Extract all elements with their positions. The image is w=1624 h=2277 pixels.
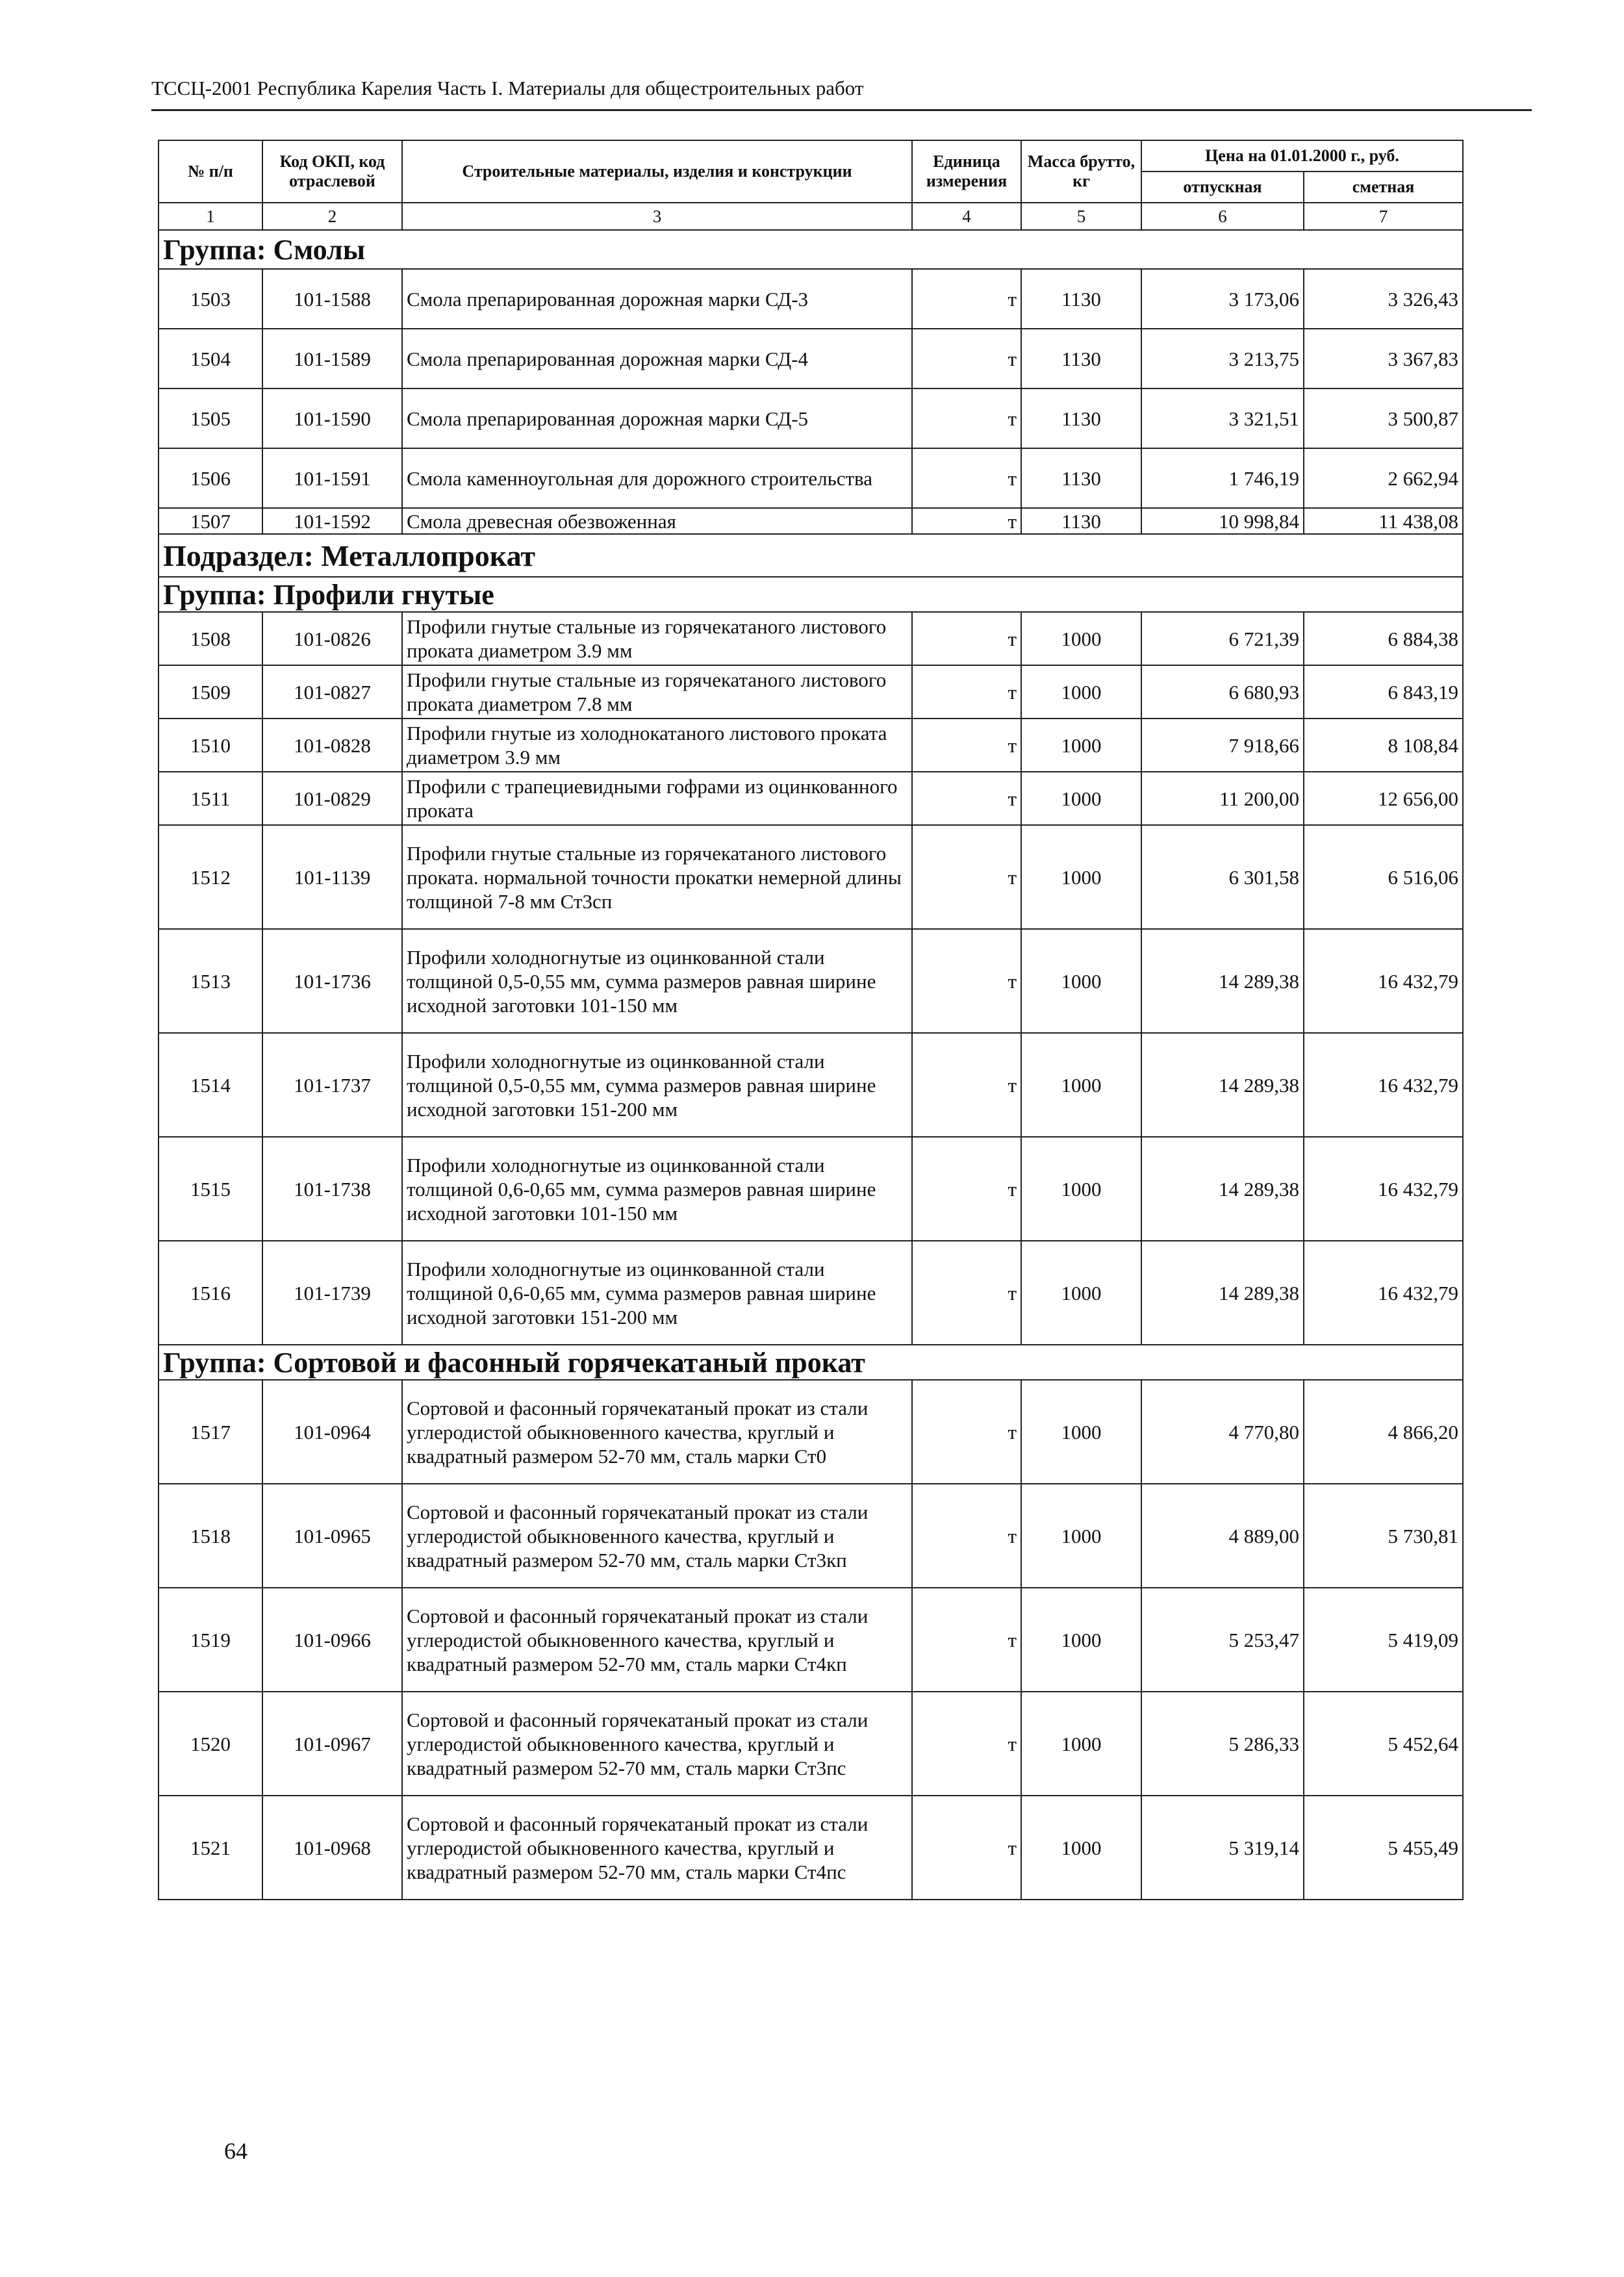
row-price-estimate: 5 730,81 — [1304, 1484, 1463, 1588]
row-code: 101-0829 — [262, 772, 402, 825]
row-code: 101-1737 — [262, 1033, 402, 1137]
col-number: 7 — [1304, 203, 1463, 230]
row-number: 1518 — [159, 1484, 262, 1588]
row-number: 1509 — [159, 665, 262, 719]
row-name: Профили гнутые стальные из горячекатаного листового проката. нормальной точности прокатки немерной длины толщиной 7-8 мм Ст3сп — [402, 825, 912, 929]
row-price-estimate: 5 419,09 — [1304, 1588, 1463, 1692]
row-mass: 1130 — [1021, 269, 1141, 329]
row-price-release: 5 253,47 — [1141, 1588, 1304, 1692]
table-row — [159, 388, 1463, 448]
col-number: 6 — [1141, 203, 1304, 230]
table-row — [159, 1380, 1463, 1484]
row-name: Профили холодногнутые из оцинкованной стали толщиной 0,5-0,55 мм, сумма размеров равная ширине исходной заготовки 101-150 мм — [402, 929, 912, 1033]
row-name: Сортовой и фасонный горячекатаный прокат из стали углеродистой обыкновенного качества, круглый и квадратный размером 52-70 мм, сталь марки Ст3кп — [402, 1484, 912, 1588]
col-header-name: Строительные материалы, изделия и конструкции — [402, 140, 912, 203]
row-number: 1514 — [159, 1033, 262, 1137]
col-number: 5 — [1021, 203, 1141, 230]
row-price-release: 6 721,39 — [1141, 612, 1304, 665]
row-mass: 1000 — [1021, 1241, 1141, 1345]
section-heading: Группа: Сортовой и фасонный горячекатаный прокат — [159, 1345, 1463, 1380]
row-unit: т — [912, 448, 1021, 508]
row-price-estimate: 6 843,19 — [1304, 665, 1463, 719]
row-code: 101-1588 — [262, 269, 402, 329]
row-code: 101-1739 — [262, 1241, 402, 1345]
row-unit: т — [912, 665, 1021, 719]
col-number: 4 — [912, 203, 1021, 230]
table-row — [159, 508, 1463, 534]
table-row — [159, 1588, 1463, 1692]
row-code: 101-0964 — [262, 1380, 402, 1484]
row-price-release: 3 213,75 — [1141, 329, 1304, 388]
row-unit: т — [912, 719, 1021, 772]
document-header: ТССЦ-2001 Республика Карелия Часть I. Материалы для общестроительных работ — [151, 77, 864, 99]
row-unit: т — [912, 388, 1021, 448]
table-row — [159, 825, 1463, 929]
col-header-unit: Единица измерения — [912, 140, 1021, 203]
row-number: 1520 — [159, 1692, 262, 1796]
row-code: 101-1139 — [262, 825, 402, 929]
col-number: 1 — [159, 203, 262, 230]
row-mass: 1130 — [1021, 329, 1141, 388]
row-price-release: 14 289,38 — [1141, 1137, 1304, 1241]
row-code: 101-0828 — [262, 719, 402, 772]
row-price-estimate: 6 516,06 — [1304, 825, 1463, 929]
col-number: 2 — [262, 203, 402, 230]
row-price-release: 4 889,00 — [1141, 1484, 1304, 1588]
row-price-estimate: 11 438,08 — [1304, 508, 1463, 534]
row-unit: т — [912, 1241, 1021, 1345]
row-name: Смола древесная обезвоженная — [402, 508, 912, 534]
row-price-release: 11 200,00 — [1141, 772, 1304, 825]
row-mass: 1000 — [1021, 772, 1141, 825]
row-price-estimate: 3 367,83 — [1304, 329, 1463, 388]
section-heading-row — [159, 230, 1463, 269]
row-code: 101-1591 — [262, 448, 402, 508]
row-number: 1507 — [159, 508, 262, 534]
row-unit: т — [912, 508, 1021, 534]
row-price-release: 6 680,93 — [1141, 665, 1304, 719]
row-price-estimate: 6 884,38 — [1304, 612, 1463, 665]
row-mass: 1000 — [1021, 929, 1141, 1033]
row-name: Сортовой и фасонный горячекатаный прокат из стали углеродистой обыкновенного качества, круглый и квадратный размером 52-70 мм, сталь марки Ст3пс — [402, 1692, 912, 1796]
section-heading-row — [159, 534, 1463, 577]
row-price-release: 6 301,58 — [1141, 825, 1304, 929]
table-row — [159, 1241, 1463, 1345]
row-price-release: 14 289,38 — [1141, 1033, 1304, 1137]
section-heading: Группа: Профили гнутые — [159, 577, 1463, 612]
row-name: Профили гнутые стальные из горячекатаного листового проката диаметром 7.8 мм — [402, 665, 912, 719]
row-name: Смола препарированная дорожная марки СД-5 — [402, 388, 912, 448]
section-heading-row — [159, 577, 1463, 612]
row-unit: т — [912, 1137, 1021, 1241]
row-name: Смола каменноугольная для дорожного строительства — [402, 448, 912, 508]
row-number: 1517 — [159, 1380, 262, 1484]
table-row — [159, 1796, 1463, 1900]
row-unit: т — [912, 612, 1021, 665]
col-header-price: Цена на 01.01.2000 г., руб. — [1141, 140, 1463, 172]
row-mass: 1130 — [1021, 448, 1141, 508]
col-header-estimate: сметная — [1304, 172, 1463, 203]
row-price-release: 1 746,19 — [1141, 448, 1304, 508]
row-number: 1505 — [159, 388, 262, 448]
row-name: Сортовой и фасонный горячекатаный прокат из стали углеродистой обыкновенного качества, круглый и квадратный размером 52-70 мм, сталь марки Ст0 — [402, 1380, 912, 1484]
row-number: 1513 — [159, 929, 262, 1033]
table-row — [159, 269, 1463, 329]
row-code: 101-0965 — [262, 1484, 402, 1588]
row-number: 1503 — [159, 269, 262, 329]
table-row — [159, 612, 1463, 665]
row-mass: 1000 — [1021, 1796, 1141, 1900]
row-unit: т — [912, 269, 1021, 329]
row-code: 101-0827 — [262, 665, 402, 719]
row-number: 1519 — [159, 1588, 262, 1692]
table-body — [159, 230, 1463, 1900]
row-mass: 1000 — [1021, 1033, 1141, 1137]
table-row — [159, 929, 1463, 1033]
section-heading: Подраздел: Металлопрокат — [159, 534, 1463, 577]
row-price-estimate: 5 455,49 — [1304, 1796, 1463, 1900]
row-unit: т — [912, 772, 1021, 825]
row-name: Профили с трапециевидными гофрами из оцинкованного проката — [402, 772, 912, 825]
row-number: 1511 — [159, 772, 262, 825]
row-number: 1508 — [159, 612, 262, 665]
row-unit: т — [912, 929, 1021, 1033]
row-price-release: 10 998,84 — [1141, 508, 1304, 534]
row-name: Смола препарированная дорожная марки СД-4 — [402, 329, 912, 388]
row-mass: 1000 — [1021, 1692, 1141, 1796]
row-price-estimate: 2 662,94 — [1304, 448, 1463, 508]
row-unit: т — [912, 1588, 1021, 1692]
row-name: Профили холодногнутые из оцинкованной стали толщиной 0,5-0,55 мм, сумма размеров равная ширине исходной заготовки 151-200 мм — [402, 1033, 912, 1137]
price-table — [158, 140, 1464, 1900]
table-row — [159, 665, 1463, 719]
row-number: 1504 — [159, 329, 262, 388]
row-mass: 1000 — [1021, 665, 1141, 719]
row-code: 101-1738 — [262, 1137, 402, 1241]
row-name: Смола препарированная дорожная марки СД-3 — [402, 269, 912, 329]
row-number: 1515 — [159, 1137, 262, 1241]
col-header-release: отпускная — [1141, 172, 1304, 203]
row-mass: 1130 — [1021, 388, 1141, 448]
table-row — [159, 1033, 1463, 1137]
row-mass: 1000 — [1021, 1484, 1141, 1588]
row-mass: 1000 — [1021, 825, 1141, 929]
row-number: 1512 — [159, 825, 262, 929]
row-price-estimate: 16 432,79 — [1304, 1033, 1463, 1137]
row-mass: 1000 — [1021, 612, 1141, 665]
row-price-release: 5 319,14 — [1141, 1796, 1304, 1900]
row-number: 1516 — [159, 1241, 262, 1345]
table-row — [159, 772, 1463, 825]
row-price-release: 14 289,38 — [1141, 1241, 1304, 1345]
row-code: 101-1590 — [262, 388, 402, 448]
row-price-estimate: 8 108,84 — [1304, 719, 1463, 772]
row-mass: 1000 — [1021, 1588, 1141, 1692]
row-name: Профили гнутые из холоднокатаного листового проката диаметром 3.9 мм — [402, 719, 912, 772]
page-number: 64 — [224, 2138, 247, 2164]
row-price-estimate: 16 432,79 — [1304, 1137, 1463, 1241]
row-price-estimate: 16 432,79 — [1304, 929, 1463, 1033]
table-row — [159, 329, 1463, 388]
row-code: 101-1589 — [262, 329, 402, 388]
table-row — [159, 1484, 1463, 1588]
row-price-release: 7 918,66 — [1141, 719, 1304, 772]
row-price-release: 5 286,33 — [1141, 1692, 1304, 1796]
row-price-estimate: 3 326,43 — [1304, 269, 1463, 329]
row-price-estimate: 5 452,64 — [1304, 1692, 1463, 1796]
row-price-release: 3 173,06 — [1141, 269, 1304, 329]
row-unit: т — [912, 825, 1021, 929]
row-unit: т — [912, 1692, 1021, 1796]
row-unit: т — [912, 1796, 1021, 1900]
row-price-release: 14 289,38 — [1141, 929, 1304, 1033]
section-heading: Группа: Смолы — [159, 230, 1463, 269]
table-row — [159, 448, 1463, 508]
row-unit: т — [912, 329, 1021, 388]
table-row — [159, 1692, 1463, 1796]
row-code: 101-0968 — [262, 1796, 402, 1900]
col-header-num: № п/п — [159, 140, 262, 203]
row-mass: 1000 — [1021, 1380, 1141, 1484]
row-unit: т — [912, 1380, 1021, 1484]
row-name: Сортовой и фасонный горячекатаный прокат из стали углеродистой обыкновенного качества, круглый и квадратный размером 52-70 мм, сталь марки Ст4кп — [402, 1588, 912, 1692]
row-number: 1510 — [159, 719, 262, 772]
row-code: 101-0826 — [262, 612, 402, 665]
col-header-mass: Масса брутто, кг — [1021, 140, 1141, 203]
row-mass: 1000 — [1021, 1137, 1141, 1241]
row-name: Сортовой и фасонный горячекатаный прокат из стали углеродистой обыкновенного качества, круглый и квадратный размером 52-70 мм, сталь марки Ст4пс — [402, 1796, 912, 1900]
row-code: 101-1592 — [262, 508, 402, 534]
row-unit: т — [912, 1033, 1021, 1137]
row-price-estimate: 3 500,87 — [1304, 388, 1463, 448]
row-number: 1521 — [159, 1796, 262, 1900]
section-heading-row — [159, 1345, 1463, 1380]
col-number: 3 — [402, 203, 912, 230]
row-unit: т — [912, 1484, 1021, 1588]
row-price-estimate: 12 656,00 — [1304, 772, 1463, 825]
col-header-code: Код ОКП, код отраслевой — [262, 140, 402, 203]
row-name: Профили холодногнутые из оцинкованной стали толщиной 0,6-0,65 мм, сумма размеров равная ширине исходной заготовки 151-200 мм — [402, 1241, 912, 1345]
row-price-estimate: 4 866,20 — [1304, 1380, 1463, 1484]
row-price-estimate: 16 432,79 — [1304, 1241, 1463, 1345]
row-mass: 1130 — [1021, 508, 1141, 534]
table-row — [159, 1137, 1463, 1241]
row-code: 101-1736 — [262, 929, 402, 1033]
row-price-release: 4 770,80 — [1141, 1380, 1304, 1484]
row-code: 101-0966 — [262, 1588, 402, 1692]
row-number: 1506 — [159, 448, 262, 508]
table-row — [159, 719, 1463, 772]
row-price-release: 3 321,51 — [1141, 388, 1304, 448]
row-code: 101-0967 — [262, 1692, 402, 1796]
row-name: Профили гнутые стальные из горячекатаного листового проката диаметром 3.9 мм — [402, 612, 912, 665]
row-mass: 1000 — [1021, 719, 1141, 772]
row-name: Профили холодногнутые из оцинкованной стали толщиной 0,6-0,65 мм, сумма размеров равная ширине исходной заготовки 101-150 мм — [402, 1137, 912, 1241]
header-rule — [151, 109, 1532, 111]
